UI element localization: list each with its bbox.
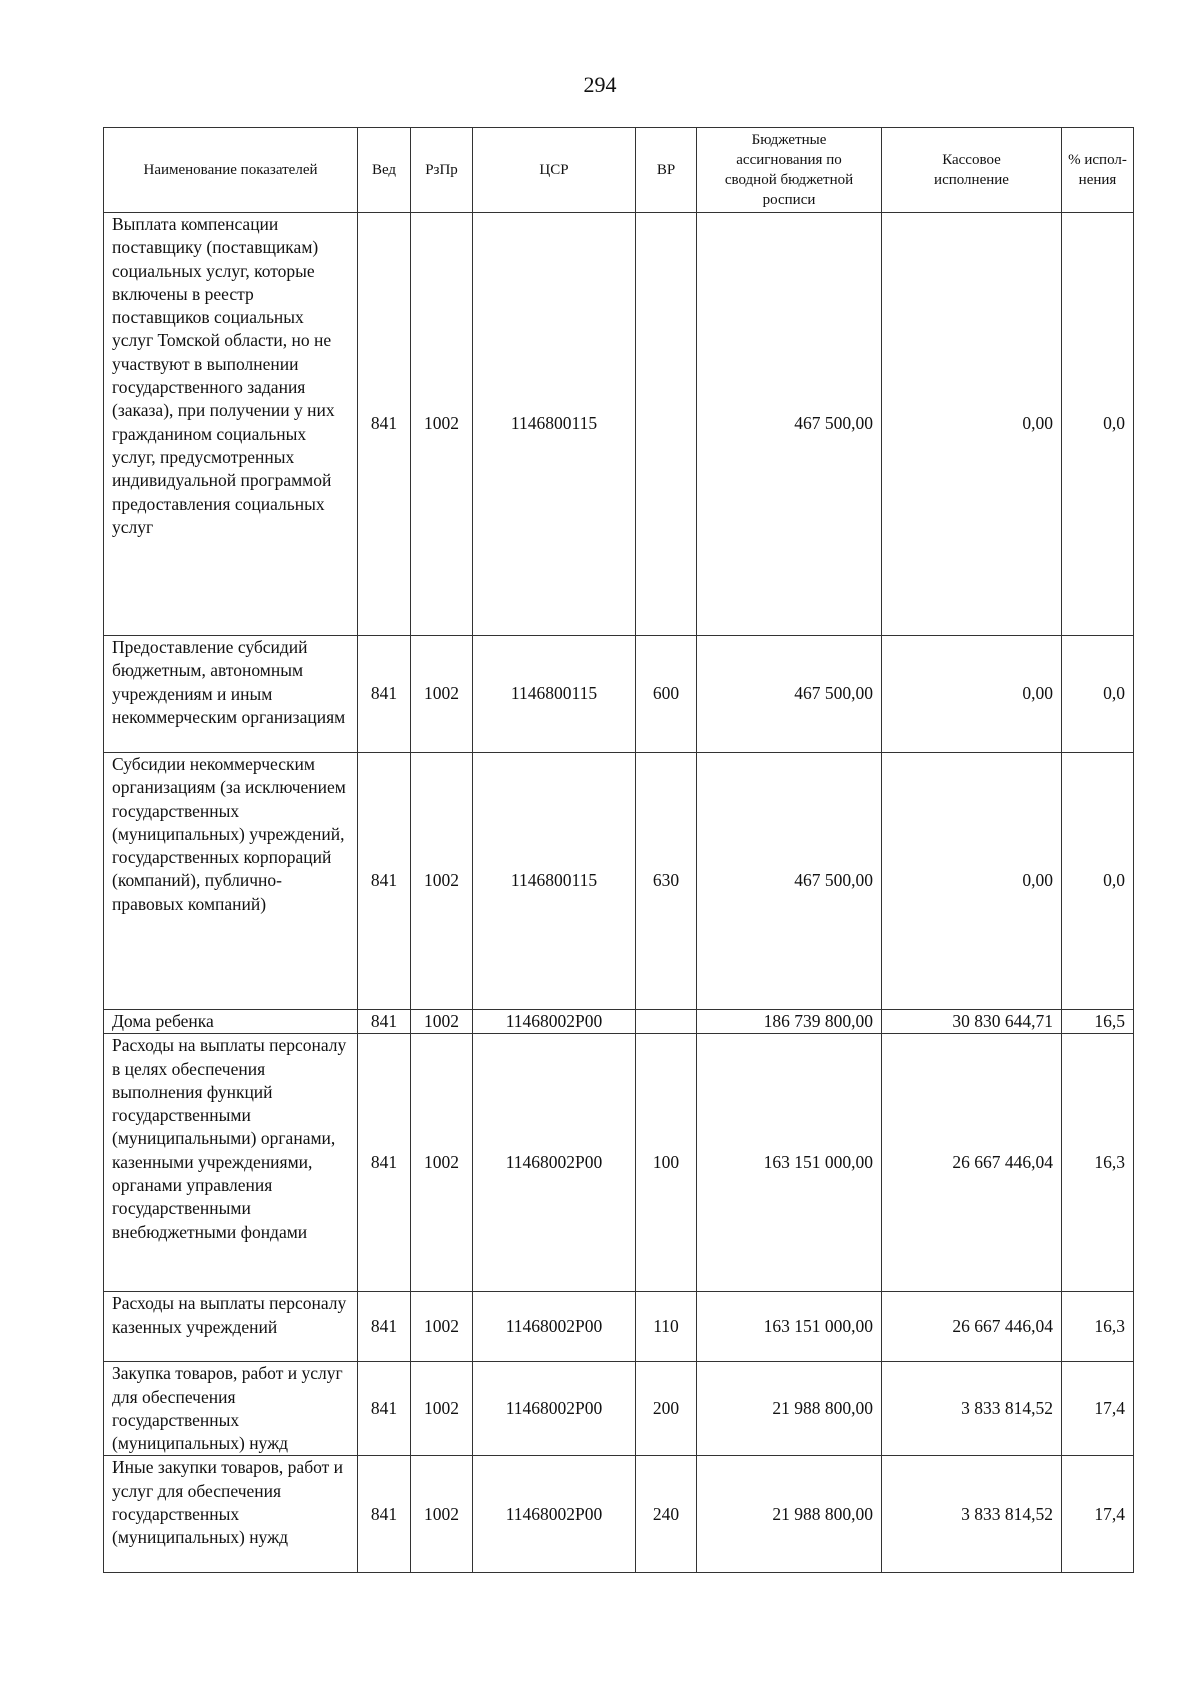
row-ved: 841 xyxy=(358,636,411,753)
row-name: Закупка товаров, работ и услуг для обеспечения государственных (муниципальных) нужд xyxy=(104,1362,358,1456)
row-vr: 600 xyxy=(636,636,697,753)
table-row xyxy=(104,1362,1134,1456)
row-budget: 21 988 800,00 xyxy=(697,1362,882,1456)
table-row xyxy=(104,1034,1134,1292)
page-number: 294 xyxy=(583,72,617,97)
header-row xyxy=(104,128,1134,213)
row-ved: 841 xyxy=(358,1456,411,1573)
row-percent: 16,3 xyxy=(1062,1034,1134,1292)
header-vr: ВР xyxy=(636,128,697,213)
row-percent: 16,5 xyxy=(1062,1010,1134,1034)
row-rzpr: 1002 xyxy=(411,636,473,753)
row-rzpr: 1002 xyxy=(411,1010,473,1034)
row-name: Выплата компенсации поставщику (поставщикам) социальных услуг, которые включены в реестр поставщиков социальных услуг Томской области, но не участвуют в выполнении государственного задания (заказа), при получении у них гражданином социальных услуг, предусмотренных индивидуальной программой предоставления социальных услуг xyxy=(104,213,358,636)
row-name: Расходы на выплаты персоналу в целях обеспечения выполнения функций государственными (муниципальными) органами, казенными учреждениями, органами управления государственными внебюджетными фондами xyxy=(104,1034,358,1292)
row-rzpr: 1002 xyxy=(411,1292,473,1362)
row-vr: 240 xyxy=(636,1456,697,1573)
row-budget: 186 739 800,00 xyxy=(697,1010,882,1034)
row-ved: 841 xyxy=(358,1034,411,1292)
row-csr: 1146800115 xyxy=(473,753,636,1010)
row-rzpr: 1002 xyxy=(411,1456,473,1573)
row-percent: 0,0 xyxy=(1062,636,1134,753)
row-vr xyxy=(636,1010,697,1034)
table-body xyxy=(104,213,1134,1573)
row-name: Иные закупки товаров, работ и услуг для обеспечения государственных (муниципальных) нужд xyxy=(104,1456,358,1573)
row-percent: 0,0 xyxy=(1062,213,1134,636)
row-ved: 841 xyxy=(358,753,411,1010)
header-name: Наименование показателей xyxy=(104,128,358,213)
row-percent: 17,4 xyxy=(1062,1456,1134,1573)
row-name: Предоставление субсидий бюджетным, автономным учреждениям и иным некоммерческим организациям xyxy=(104,636,358,753)
header-rzpr: РзПр xyxy=(411,128,473,213)
row-vr: 630 xyxy=(636,753,697,1010)
row-csr: 1146800115 xyxy=(473,213,636,636)
row-vr xyxy=(636,213,697,636)
row-csr: 11468002P00 xyxy=(473,1456,636,1573)
table-row xyxy=(104,1010,1134,1034)
row-csr: 11468002P00 xyxy=(473,1010,636,1034)
row-csr: 1146800115 xyxy=(473,636,636,753)
row-percent: 17,4 xyxy=(1062,1362,1134,1456)
row-name: Расходы на выплаты персоналу казенных учреждений xyxy=(104,1292,358,1362)
row-vr: 200 xyxy=(636,1362,697,1456)
row-name: Дома ребенка xyxy=(104,1010,358,1034)
row-cash: 0,00 xyxy=(882,636,1062,753)
row-budget: 21 988 800,00 xyxy=(697,1456,882,1573)
row-csr: 11468002P00 xyxy=(473,1362,636,1456)
row-budget: 467 500,00 xyxy=(697,753,882,1010)
row-vr: 100 xyxy=(636,1034,697,1292)
header-percent: % испол-нения xyxy=(1062,128,1134,213)
row-percent: 0,0 xyxy=(1062,753,1134,1010)
header-ved: Вед xyxy=(358,128,411,213)
table-row xyxy=(104,213,1134,636)
row-percent: 16,3 xyxy=(1062,1292,1134,1362)
table-header xyxy=(104,128,1134,213)
header-budget: Бюджетные ассигнования по сводной бюджетной росписи xyxy=(697,128,882,213)
row-budget: 467 500,00 xyxy=(697,636,882,753)
row-ved: 841 xyxy=(358,1292,411,1362)
row-name: Субсидии некоммерческим организациям (за исключением государственных (муниципальных) учреждений, государственных корпораций (компаний), публично-правовых компаний) xyxy=(104,753,358,1010)
row-rzpr: 1002 xyxy=(411,213,473,636)
table-row xyxy=(104,1456,1134,1573)
row-cash: 3 833 814,52 xyxy=(882,1456,1062,1573)
row-cash: 0,00 xyxy=(882,213,1062,636)
row-csr: 11468002P00 xyxy=(473,1292,636,1362)
row-csr: 11468002P00 xyxy=(473,1034,636,1292)
row-budget: 163 151 000,00 xyxy=(697,1034,882,1292)
header-csr: ЦСР xyxy=(473,128,636,213)
header-cash: Кассовое исполнение xyxy=(882,128,1062,213)
row-rzpr: 1002 xyxy=(411,753,473,1010)
row-rzpr: 1002 xyxy=(411,1362,473,1456)
row-cash: 30 830 644,71 xyxy=(882,1010,1062,1034)
table-row xyxy=(104,753,1134,1010)
row-cash: 26 667 446,04 xyxy=(882,1034,1062,1292)
budget-execution-table xyxy=(103,127,1134,1573)
row-ved: 841 xyxy=(358,1010,411,1034)
row-ved: 841 xyxy=(358,213,411,636)
row-vr: 110 xyxy=(636,1292,697,1362)
row-rzpr: 1002 xyxy=(411,1034,473,1292)
row-cash: 3 833 814,52 xyxy=(882,1362,1062,1456)
row-budget: 163 151 000,00 xyxy=(697,1292,882,1362)
row-ved: 841 xyxy=(358,1362,411,1456)
row-cash: 26 667 446,04 xyxy=(882,1292,1062,1362)
table-row xyxy=(104,1292,1134,1362)
row-budget: 467 500,00 xyxy=(697,213,882,636)
table-row xyxy=(104,636,1134,753)
row-cash: 0,00 xyxy=(882,753,1062,1010)
